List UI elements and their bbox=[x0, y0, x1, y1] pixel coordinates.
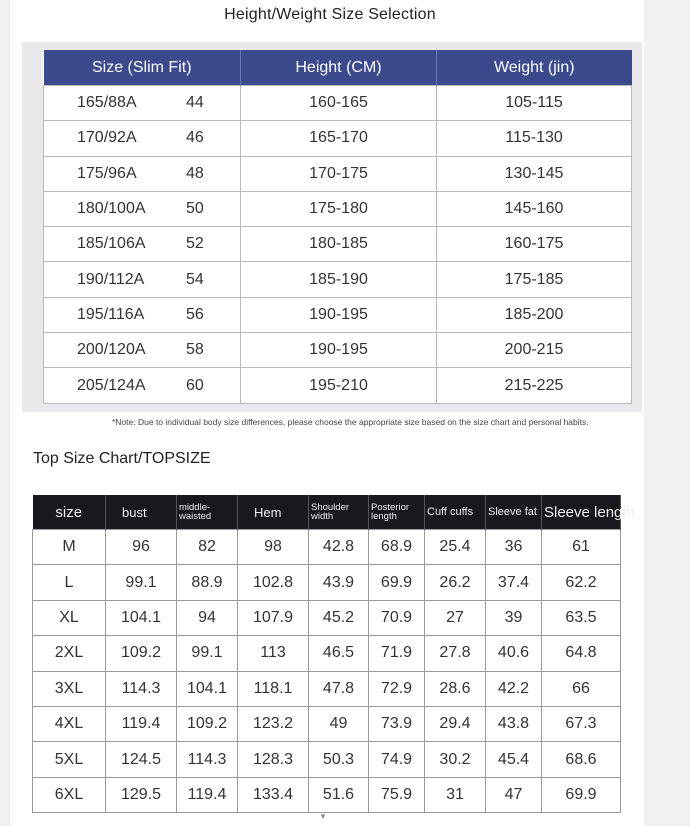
size-number: 54 bbox=[186, 270, 204, 288]
size-cell: L bbox=[33, 565, 106, 600]
weight-cell: 160-175 bbox=[437, 227, 632, 262]
header-size: Size (Slim Fit) bbox=[44, 50, 241, 86]
sleeve-fat-cell: 37.4 bbox=[486, 565, 542, 600]
hem-cell: 118.1 bbox=[238, 671, 309, 706]
height-cell: 165-170 bbox=[241, 121, 437, 156]
top-size-table bbox=[32, 495, 635, 813]
posterior-length-cell: 70.9 bbox=[369, 600, 425, 635]
size-label: 170/92A bbox=[77, 129, 137, 147]
bust-cell: 96 bbox=[106, 530, 177, 565]
middle-waisted-cell: 109.2 bbox=[177, 706, 238, 741]
posterior-length-cell: 71.9 bbox=[369, 636, 425, 671]
table-row bbox=[33, 777, 621, 812]
table-row bbox=[44, 262, 632, 297]
size-number: 56 bbox=[186, 305, 204, 323]
height-cell: 170-175 bbox=[241, 156, 437, 191]
header-cuff: Cuff cuffs bbox=[425, 495, 486, 530]
header-hem: Hem bbox=[238, 495, 309, 530]
table-row bbox=[33, 742, 621, 777]
header-shoulder-width: Shoulder width bbox=[309, 495, 369, 530]
sleeve-fat-cell: 36 bbox=[486, 530, 542, 565]
size-note: *Note: Due to individual body size differences, please choose the appropriate size based on the size chart and personal habits. bbox=[112, 417, 589, 427]
sleeve-fat-cell: 40.6 bbox=[486, 636, 542, 671]
height-cell: 180-185 bbox=[241, 227, 437, 262]
posterior-length-cell: 75.9 bbox=[369, 777, 425, 812]
hem-cell: 113 bbox=[238, 636, 309, 671]
sleeve-length-cell: 61 bbox=[542, 530, 621, 565]
scroll-down-icon[interactable]: ▼ bbox=[319, 812, 327, 821]
height-weight-panel bbox=[22, 42, 642, 412]
weight-cell: 185-200 bbox=[437, 297, 632, 332]
table-row bbox=[33, 565, 621, 600]
bust-cell: 114.3 bbox=[106, 671, 177, 706]
size-cell: 5XL bbox=[33, 742, 106, 777]
sleeve-length-cell: 67.3 bbox=[542, 706, 621, 741]
size-cell bbox=[44, 368, 241, 403]
height-cell: 185-190 bbox=[241, 262, 437, 297]
header-sleeve-length: Sleeve length bbox=[542, 495, 621, 530]
weight-cell: 215-225 bbox=[437, 368, 632, 403]
header-sleeve-fat: Sleeve fat bbox=[486, 495, 542, 530]
bust-cell: 119.4 bbox=[106, 706, 177, 741]
header-posterior-length: Posterior length bbox=[369, 495, 425, 530]
size-cell bbox=[44, 121, 241, 156]
size-label: 185/106A bbox=[77, 235, 146, 253]
sleeve-fat-cell: 45.4 bbox=[486, 742, 542, 777]
table-row bbox=[44, 227, 632, 262]
size-cell bbox=[44, 227, 241, 262]
hem-cell: 98 bbox=[238, 530, 309, 565]
middle-waisted-cell: 82 bbox=[177, 530, 238, 565]
size-cell bbox=[44, 262, 241, 297]
top-size-chart-title: Top Size Chart/TOPSIZE bbox=[33, 450, 211, 467]
weight-cell: 200-215 bbox=[437, 333, 632, 368]
cuff-cell: 30.2 bbox=[425, 742, 486, 777]
table-row bbox=[44, 191, 632, 226]
table-row bbox=[33, 671, 621, 706]
size-number: 60 bbox=[186, 376, 204, 394]
size-label: 195/116A bbox=[77, 305, 145, 323]
shoulder-width-cell: 50.3 bbox=[309, 742, 369, 777]
size-label: 175/96A bbox=[77, 164, 137, 182]
table-row bbox=[44, 156, 632, 191]
middle-waisted-cell: 94 bbox=[177, 600, 238, 635]
size-number: 44 bbox=[186, 94, 204, 112]
size-cell bbox=[44, 191, 241, 226]
middle-waisted-cell: 88.9 bbox=[177, 565, 238, 600]
height-cell: 190-195 bbox=[241, 333, 437, 368]
shoulder-width-cell: 49 bbox=[309, 706, 369, 741]
posterior-length-cell: 72.9 bbox=[369, 671, 425, 706]
sleeve-fat-cell: 47 bbox=[486, 777, 542, 812]
height-weight-title: Height/Weight Size Selection bbox=[224, 6, 436, 23]
shoulder-width-cell: 45.2 bbox=[309, 600, 369, 635]
cuff-cell: 26.2 bbox=[425, 565, 486, 600]
size-cell: 4XL bbox=[33, 706, 106, 741]
size-cell bbox=[44, 86, 241, 121]
size-cell: 6XL bbox=[33, 777, 106, 812]
table-row bbox=[33, 530, 621, 565]
cuff-cell: 25.4 bbox=[425, 530, 486, 565]
header-bust: bust bbox=[106, 495, 177, 530]
table-header-row bbox=[33, 495, 621, 530]
size-number: 48 bbox=[186, 164, 204, 182]
size-cell: 3XL bbox=[33, 671, 106, 706]
weight-cell: 105-115 bbox=[437, 86, 632, 121]
header-middle-waisted: middle-waisted bbox=[177, 495, 238, 530]
weight-cell: 115-130 bbox=[437, 121, 632, 156]
weight-cell: 175-185 bbox=[437, 262, 632, 297]
hem-cell: 128.3 bbox=[238, 742, 309, 777]
hem-cell: 107.9 bbox=[238, 600, 309, 635]
bust-cell: 104.1 bbox=[106, 600, 177, 635]
height-cell: 160-165 bbox=[241, 86, 437, 121]
posterior-length-cell: 68.9 bbox=[369, 530, 425, 565]
size-cell bbox=[44, 297, 241, 332]
height-cell: 190-195 bbox=[241, 297, 437, 332]
sleeve-length-cell: 62.2 bbox=[542, 565, 621, 600]
cuff-cell: 27.8 bbox=[425, 636, 486, 671]
table-row bbox=[33, 636, 621, 671]
size-number: 52 bbox=[186, 235, 204, 253]
size-guide-page bbox=[10, 0, 644, 826]
table-header-row bbox=[44, 50, 632, 86]
table-row bbox=[44, 368, 632, 403]
sleeve-length-cell: 66 bbox=[542, 671, 621, 706]
size-number: 58 bbox=[186, 341, 204, 359]
size-cell: 2XL bbox=[33, 636, 106, 671]
size-label: 205/124A bbox=[77, 376, 146, 394]
middle-waisted-cell: 119.4 bbox=[177, 777, 238, 812]
height-cell: 195-210 bbox=[241, 368, 437, 403]
sleeve-fat-cell: 43.8 bbox=[486, 706, 542, 741]
header-size: size bbox=[33, 495, 106, 530]
size-cell: XL bbox=[33, 600, 106, 635]
weight-cell: 145-160 bbox=[437, 191, 632, 226]
shoulder-width-cell: 46.5 bbox=[309, 636, 369, 671]
size-number: 50 bbox=[186, 200, 204, 218]
posterior-length-cell: 73.9 bbox=[369, 706, 425, 741]
sleeve-fat-cell: 42.2 bbox=[486, 671, 542, 706]
shoulder-width-cell: 51.6 bbox=[309, 777, 369, 812]
hem-cell: 102.8 bbox=[238, 565, 309, 600]
bust-cell: 124.5 bbox=[106, 742, 177, 777]
posterior-length-cell: 69.9 bbox=[369, 565, 425, 600]
sleeve-length-cell: 69.9 bbox=[542, 777, 621, 812]
size-label: 190/112A bbox=[77, 270, 145, 288]
middle-waisted-cell: 99.1 bbox=[177, 636, 238, 671]
height-cell: 175-180 bbox=[241, 191, 437, 226]
middle-waisted-cell: 104.1 bbox=[177, 671, 238, 706]
hem-cell: 123.2 bbox=[238, 706, 309, 741]
cuff-cell: 28.6 bbox=[425, 671, 486, 706]
weight-cell: 130-145 bbox=[437, 156, 632, 191]
bust-cell: 99.1 bbox=[106, 565, 177, 600]
table-row bbox=[33, 600, 621, 635]
sleeve-length-cell: 63.5 bbox=[542, 600, 621, 635]
cuff-cell: 27 bbox=[425, 600, 486, 635]
size-cell: M bbox=[33, 530, 106, 565]
header-height: Height (CM) bbox=[241, 50, 437, 86]
sleeve-length-cell: 68.6 bbox=[542, 742, 621, 777]
cuff-cell: 31 bbox=[425, 777, 486, 812]
size-cell bbox=[44, 333, 241, 368]
hem-cell: 133.4 bbox=[238, 777, 309, 812]
cuff-cell: 29.4 bbox=[425, 706, 486, 741]
table-row bbox=[44, 86, 632, 121]
posterior-length-cell: 74.9 bbox=[369, 742, 425, 777]
table-row bbox=[44, 333, 632, 368]
middle-waisted-cell: 114.3 bbox=[177, 742, 238, 777]
size-label: 180/100A bbox=[77, 200, 146, 218]
size-label: 165/88A bbox=[77, 94, 137, 112]
height-weight-table bbox=[43, 50, 632, 404]
sleeve-fat-cell: 39 bbox=[486, 600, 542, 635]
bust-cell: 109.2 bbox=[106, 636, 177, 671]
shoulder-width-cell: 43.9 bbox=[309, 565, 369, 600]
table-row bbox=[44, 121, 632, 156]
table-row bbox=[44, 297, 632, 332]
size-number: 46 bbox=[186, 129, 204, 147]
header-weight: Weight (jin) bbox=[437, 50, 632, 86]
size-cell bbox=[44, 156, 241, 191]
size-label: 200/120A bbox=[77, 341, 146, 359]
shoulder-width-cell: 47.8 bbox=[309, 671, 369, 706]
bust-cell: 129.5 bbox=[106, 777, 177, 812]
shoulder-width-cell: 42.8 bbox=[309, 530, 369, 565]
table-row bbox=[33, 706, 621, 741]
sleeve-length-cell: 64.8 bbox=[542, 636, 621, 671]
